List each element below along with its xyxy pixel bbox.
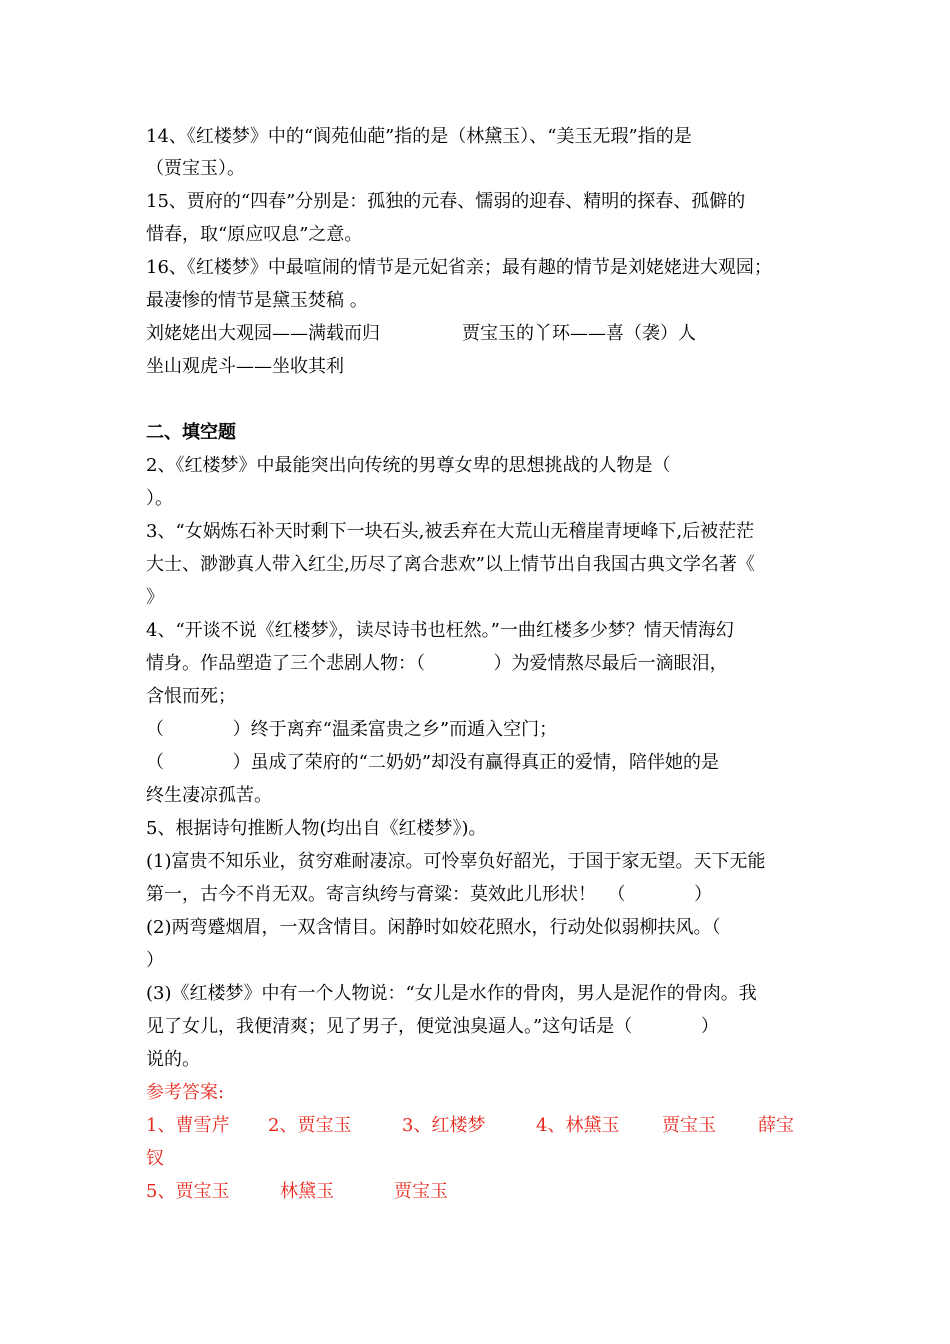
- question-4-line-2: 情身。作品塑造了三个悲剧人物：（ ）为爱情熬尽最后一滴眼泪，: [146, 653, 728, 674]
- section-heading: 二、填空题: [146, 422, 236, 443]
- idiom-pair-right: 贾宝玉的丫环——喜（袭）人: [462, 323, 696, 344]
- question-3-line-3: 》: [146, 587, 164, 608]
- answer-4-third-cont: 钗: [146, 1148, 164, 1169]
- item-15-line-1: 15、贾府的“四春”分别是：孤独的元春、懦弱的迎春、精明的探春、孤僻的: [146, 191, 746, 212]
- answer-5-third: 贾宝玉: [394, 1181, 448, 1202]
- idiom-pair-2: 坐山观虎斗——坐收其利: [146, 356, 344, 377]
- question-5-3-line-3: 说的。: [146, 1049, 200, 1070]
- question-5-2-line-2: ）: [146, 950, 164, 971]
- answer-4-second: 贾宝玉: [662, 1115, 716, 1136]
- question-5-intro: 5、根据诗句推断人物(均出自《红楼梦》)。: [146, 818, 487, 839]
- item-15-line-2: 惜春，取“原应叹息”之意。: [146, 224, 363, 245]
- question-3-line-1: 3、“女娲炼石补天时剩下一块石头,被丢弃在大荒山无稽崖青埂峰下,后被茫茫: [146, 521, 755, 542]
- item-16-line-1: 16、《红楼梦》中最喧闹的情节是元妃省亲；最有趣的情节是刘姥姥进大观园；: [146, 257, 772, 278]
- answer-4-third: 薛宝: [758, 1115, 794, 1136]
- question-4-line-4: （ ）终于离弃“温柔富贵之乡”而遁入空门；: [146, 719, 558, 740]
- question-5-1-line-2: 第一，古今不肖无双。寄言纨绔与膏粱：莫效此儿形状！ （ ）: [146, 884, 713, 905]
- question-5-1-line-1: (1)富贵不知乐业，贫穷难耐凄凉。可怜辜负好韶光，于国于家无望。天下无能: [146, 851, 766, 872]
- question-3-line-2: 大士、渺渺真人带入红尘,历尽了离合悲欢”以上情节出自我国古典文学名著《: [146, 554, 755, 575]
- question-4-line-3: 含恨而死；: [146, 686, 236, 707]
- question-5-2-line-1: (2)两弯蹙烟眉，一双含情目。闲静时如姣花照水，行动处似弱柳扶风。（: [146, 917, 721, 938]
- answer-label: 参考答案:: [146, 1082, 225, 1103]
- item-14-line-2: （贾宝玉）。: [146, 158, 245, 179]
- answer-1: 1、曹雪芹: [146, 1115, 230, 1136]
- answer-row-5: [146, 1180, 448, 1300]
- item-14-line-1: 14、《红楼梦》中的“阆苑仙葩”指的是（林黛玉）、“美玉无瑕”指的是: [146, 126, 692, 147]
- item-16-line-2: 最凄惨的情节是黛玉焚稿 。: [146, 290, 368, 311]
- answer-5-second: 林黛玉: [280, 1181, 334, 1202]
- question-5-3-line-2: 见了女儿，我便清爽；见了男子，便觉浊臭逼人。”这句话是（ ）: [146, 1016, 719, 1037]
- answer-4-first: 4、林黛玉: [536, 1115, 620, 1136]
- answer-2: 2、贾宝玉: [268, 1115, 352, 1136]
- question-4-line-6: 终生凄凉孤苦。: [146, 785, 272, 806]
- question-5-3-line-1: (3)《红楼梦》中有一个人物说：“女儿是水作的骨肉，男人是泥作的骨肉。我: [146, 983, 757, 1004]
- answer-5-first: 5、贾宝玉: [146, 1181, 230, 1202]
- question-4-line-5: （ ）虽成了荣府的“二奶奶”却没有赢得真正的爱情，陪伴她的是: [146, 752, 720, 773]
- answer-3: 3、红楼梦: [402, 1115, 486, 1136]
- idiom-pair-left: 刘姥姥出大观园——满载而归: [146, 323, 380, 344]
- question-4-line-1: 4、“开谈不说《红楼梦》，读尽诗书也枉然。”一曲红楼多少梦？情天情海幻: [146, 620, 734, 641]
- question-2-line-1: 2、《红楼梦》中最能突出向传统的男尊女卑的思想挑战的人物是（: [146, 455, 671, 476]
- question-2-line-2: ）。: [146, 488, 173, 509]
